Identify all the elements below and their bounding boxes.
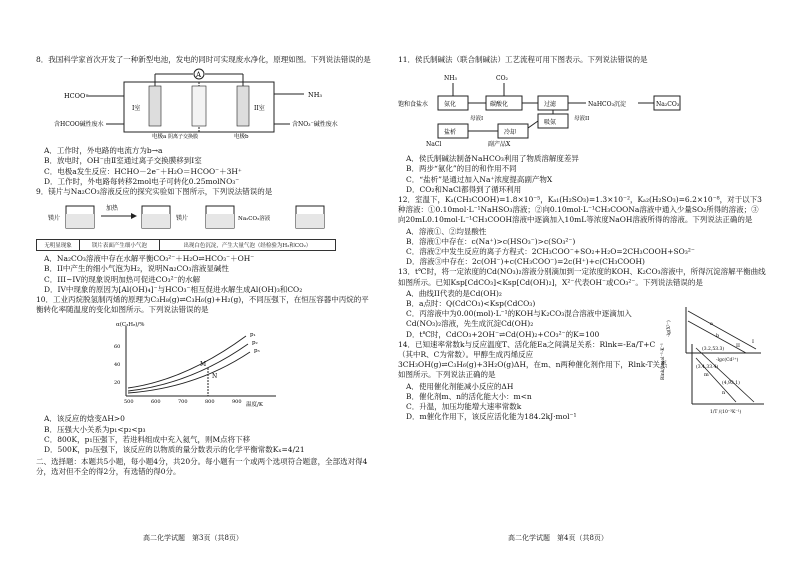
- q12-option-c: C．溶液②中发生反应的离子方程式：2CH₃COO⁻+SO₂+H₂O=2CH₃COOH+SO₃²⁻: [406, 247, 695, 257]
- q9-na2co3: Na₂CO₃溶液: [238, 216, 271, 223]
- q13-options: [398, 289, 648, 340]
- q10-ytick-20: 20: [114, 380, 121, 387]
- q10-xtick-700: 700: [178, 399, 188, 406]
- right-in-label: 含NO₃⁻碱性废水: [292, 121, 338, 129]
- q10-point-n: N: [212, 373, 218, 381]
- elec-b-label: 电极b: [234, 134, 249, 141]
- q9-stem: 9．镁片与Na₂CO₃溶液反应的探究实验如下图所示，下列说法错误的是: [36, 187, 273, 197]
- left-in-label: HCOO⁻: [64, 92, 89, 101]
- ammeter-label: A: [196, 71, 202, 80]
- q9-cell-2: 镁片表面产生细小气泡: [80, 240, 160, 251]
- q10-p2: p₂: [252, 340, 258, 347]
- flow-co2: CO₂: [496, 75, 508, 83]
- q13-point-b: b: [716, 333, 720, 340]
- q9-option-d: D．IV中现象的原因为[Al(OH)₄]⁻与HCO₃⁻相互促进水解生成Al(OH)₃和CO₂: [44, 284, 303, 294]
- q9-option-a: A．Na₂CO₃溶液中存在水解平衡CO₃²⁻＋H₂O⇌HCO₃⁻＋OH⁻: [44, 254, 255, 264]
- q14-point-2: (3.4,33.4): [696, 364, 719, 370]
- q14-point-1: (3.2,53.3): [702, 346, 725, 352]
- q10-p1: p₁: [250, 332, 256, 339]
- flow-s1: 母液I: [470, 116, 484, 123]
- q10-ytick-40: 40: [114, 362, 121, 369]
- q14-block: [398, 340, 766, 423]
- q13-option-d: D．t℃时，CdCO₃+2OH⁻⇌Cd(OH)₂+CO₃²⁻的K=100: [406, 329, 600, 339]
- q10-point-m: M: [200, 361, 207, 369]
- q13-stem: 13．t℃时，将一定浓度的Cd(NO₃)₂溶液分别滴加到一定浓度的KOH、K₂CO₃溶液中，所得沉淀溶解平衡曲线如图所示。已知Ksp[CdCO₃]<Ksp[Cd(OH)₂]，X²⁻代表OH⁻或CO₃²⁻。下列说法错误的是: [398, 267, 766, 287]
- q13-option-b: B．a点时：Q(CdCO₃)<Ksp(CdCO₃): [406, 299, 536, 309]
- q14-option-b: B．催化剂m、n的活化能大小：m<n: [406, 391, 532, 401]
- q10-ylabel: α(C₃H₈)/%: [116, 322, 145, 329]
- flow-absorb: 吸氨: [544, 119, 557, 127]
- flow-cool: 冷却: [504, 129, 517, 137]
- flow-x: 副产品X: [488, 141, 511, 149]
- flow-cycle: 盐析: [444, 129, 457, 137]
- q12-option-d: D．溶液③中存在：2c(OH⁻)+c(CH₃COO⁻)=2c(H⁺)+c(CH₃COOH): [406, 257, 645, 267]
- q8-option-b: B．放电时，OH⁻由Ⅱ室通过离子交换膜移到Ⅰ室: [44, 156, 202, 166]
- q13-xlabel: -lgc(Cd²⁺): [716, 358, 739, 364]
- footer-left: 高二化学试题 第3页（共8页）: [143, 534, 243, 542]
- footer-right: 高二化学试题 第4页（共8页）: [508, 534, 608, 542]
- q14-label-m: m: [704, 371, 709, 378]
- q9-beakers: [46, 200, 346, 230]
- q9-option-b: B．II中产生的细小气泡为H₂，说明Na₂CO₃溶液显碱性: [44, 264, 229, 274]
- flow-nacl: NaCl: [426, 141, 442, 149]
- q11-option-d: D．CO₂和NaCl都得到了循环利用: [406, 184, 522, 194]
- q10-xtick-500: 500: [124, 399, 134, 406]
- q10-option-b: B．压强大小关系为p₁<p₂<p₃: [44, 424, 146, 434]
- flow-ammonia: 氨化: [444, 101, 457, 109]
- q9-option-c: C．III~IV的现象说明加热可促进CO₃²⁻的水解: [44, 274, 201, 284]
- q10-option-d: D．500K，p₃压强下，该反应的以物质的量分数表示的化学平衡常数Kₓ=4/21: [44, 445, 305, 455]
- q10-chart: [96, 318, 296, 408]
- room1-label: I室: [132, 105, 141, 113]
- q9-mg1: 镁片: [48, 215, 61, 223]
- q10-ytick-60: 60: [114, 344, 121, 351]
- q14-chart: [661, 340, 766, 415]
- q14-stem: 14．已知速率常数k与反应温度T、活化能Ea之间满足关系：Rlnk=-Ea/T+C（其中R、C为常数）。甲醇生成丙烯反应3CH₃OH(g)⇌C₃H₆(g)+3H₂O(g)ΔH，在m、n两种催化剂作用下，Rlnk-T关系如图所示。下列说法正确的是: [398, 339, 668, 380]
- q9-mg2: 镁片: [176, 215, 189, 223]
- q10-curve-p3: [128, 352, 250, 393]
- q14-point-3: (4,93.1): [722, 380, 740, 386]
- q10-xtick-600: 600: [151, 399, 161, 406]
- q9-cell-3: 出现白色沉淀，产生大量气泡（经检验为H₂和CO₂）: [159, 240, 335, 251]
- q10-option-a: A．该反应的焓变ΔH>0: [44, 414, 125, 424]
- q10-xlabel: 温度/K: [246, 402, 263, 409]
- q9-table: [36, 239, 336, 251]
- q8-option-c: C．电极a发生反应：HCHO－2e⁻＋H₂O＝HCOO⁻＋3H⁺: [44, 166, 242, 176]
- flow-filter: 过滤: [544, 101, 557, 109]
- q11-stem: 11．侯氏制碱法（联合制碱法）工艺流程可用下图表示。下列说法错误的是: [398, 55, 648, 64]
- elec-a-label: 电极a: [152, 134, 167, 141]
- q10-curve-p2: [128, 344, 248, 391]
- q13-point-a: a: [710, 321, 713, 328]
- q14-xlabel: 1/T /(10⁻³K⁻¹): [710, 409, 742, 415]
- q14-ylabel: Rlnk/J·mol⁻¹·K⁻¹: [661, 343, 666, 380]
- q13-label-ii: II: [736, 343, 740, 350]
- q11-option-c: C．“盐析”是通过加入Na⁺浓度提高副产物X: [406, 174, 553, 184]
- q10-curve-p1: [128, 336, 246, 388]
- q11-flowchart: [398, 68, 758, 148]
- room2-label: II室: [254, 105, 265, 113]
- q10-xtick-800: 800: [205, 399, 215, 406]
- q14-option-d: D．m催化作用下，该反应活化能为184.2kJ·mol⁻¹: [406, 412, 577, 422]
- left-column: [36, 55, 371, 479]
- flow-salt: 饱和食盐水: [398, 101, 429, 109]
- left-out-label: 含HCOO碱性废水: [54, 121, 104, 129]
- q13-option-a: A．曲线II代表的是Cd(OH)₂: [406, 288, 502, 298]
- q12-option-b: B．溶液①中存在：c(Na⁺)>c(HSO₃⁻)>c(SO₃²⁻): [406, 236, 576, 246]
- q12-stem: 12．室温下，Kₐ(CH₃COOH)=1.8×10⁻⁵，Kₐ₁(H₂SO₃)=1.3×10⁻²，Kₐ₂(H₂SO₃)=6.2×10⁻⁸，对于以下3种溶液：①0.10mol·L⁻¹NaHSO₃溶液；②向0.10mol·L⁻¹CH₃COONa溶液中通入少量SO₂所得的溶液；③向20mL0.10mol·L⁻¹CH₃COOH溶液中逐滴加入10mL等浓度NaOH溶液所得的溶液。下列说法正确的是: [398, 195, 762, 225]
- q8-cell-diagram: [54, 68, 354, 140]
- flow-nh3: NH₃: [444, 75, 457, 83]
- q13-option-c: C．丙溶液中为0.00(mol)·L⁻¹的KOH与K₂CO₃混合溶液中逐滴加入Cd(NO₃)₂溶液，先生成沉淀Cd(OH)₂: [406, 309, 632, 329]
- q10-stem: 10．工业丙烷脱氢制丙烯的原理为C₃H₈(g)⇌C₃H₆(g)+H₂(g)，不同压强下，在恒压容器中丙烷的平衡转化率随温度的变化如图所示。下列说法错误的是: [36, 295, 369, 315]
- flow-na2co3: Na₂CO₃: [656, 101, 680, 109]
- flow-nahco3: NaHCO₃沉淀: [588, 101, 626, 109]
- q12-option-a: A．溶液①、②均显酸性: [406, 226, 487, 236]
- q9-heat: 加热: [106, 205, 119, 213]
- q10-p3: p₃: [254, 348, 260, 355]
- right-out-label: NH₃: [308, 91, 322, 100]
- q14-option-a: A．使用催化剂能减小反应的ΔH: [406, 381, 514, 391]
- q11-option-b: B．两步“氨化”的目的和作用不同: [406, 164, 517, 174]
- q8-option-d: D．工作时，外电路每转移2mol电子可转化0.25molNO₃⁻: [44, 176, 240, 186]
- q14-option-c: C．升温，加压均能增大速率常数k: [406, 402, 522, 412]
- q11-option-a: A．侯氏制碱法制备NaHCO₃利用了物质溶解度差异: [406, 154, 579, 164]
- q8-option-a: A．工作时，外电路的电流方为b→a: [44, 146, 163, 156]
- flow-carbon: 碳酸化: [490, 101, 509, 109]
- right-column: [398, 55, 766, 422]
- q14-label-n: n: [722, 389, 726, 396]
- membrane-label: 阴离子交换膜: [168, 134, 199, 141]
- q9-cell-1: 无明显现象: [37, 240, 80, 251]
- flow-s2: 母液II: [574, 116, 590, 123]
- q10-xtick-900: 900: [232, 399, 242, 406]
- q13-label-i: I: [752, 339, 754, 346]
- q8-stem: 8．我国科学家首次开发了一种新型电池，发电的同时可实现废水净化，原理如图。下列说法错误的是: [36, 55, 371, 64]
- q13-ylabel: -lg(X²⁻): [667, 320, 672, 338]
- q10-option-c: C．800K，p₁压强下，若进料组成中充入氦气，则M点将下移: [44, 434, 251, 444]
- section-2-heading: 二、选择题：本题共5小题，每小题4分，共20分。每小题有一个或两个选项符合题意，全部选对得4分，选对但不全的得2分，有选错的得0分。: [36, 457, 368, 477]
